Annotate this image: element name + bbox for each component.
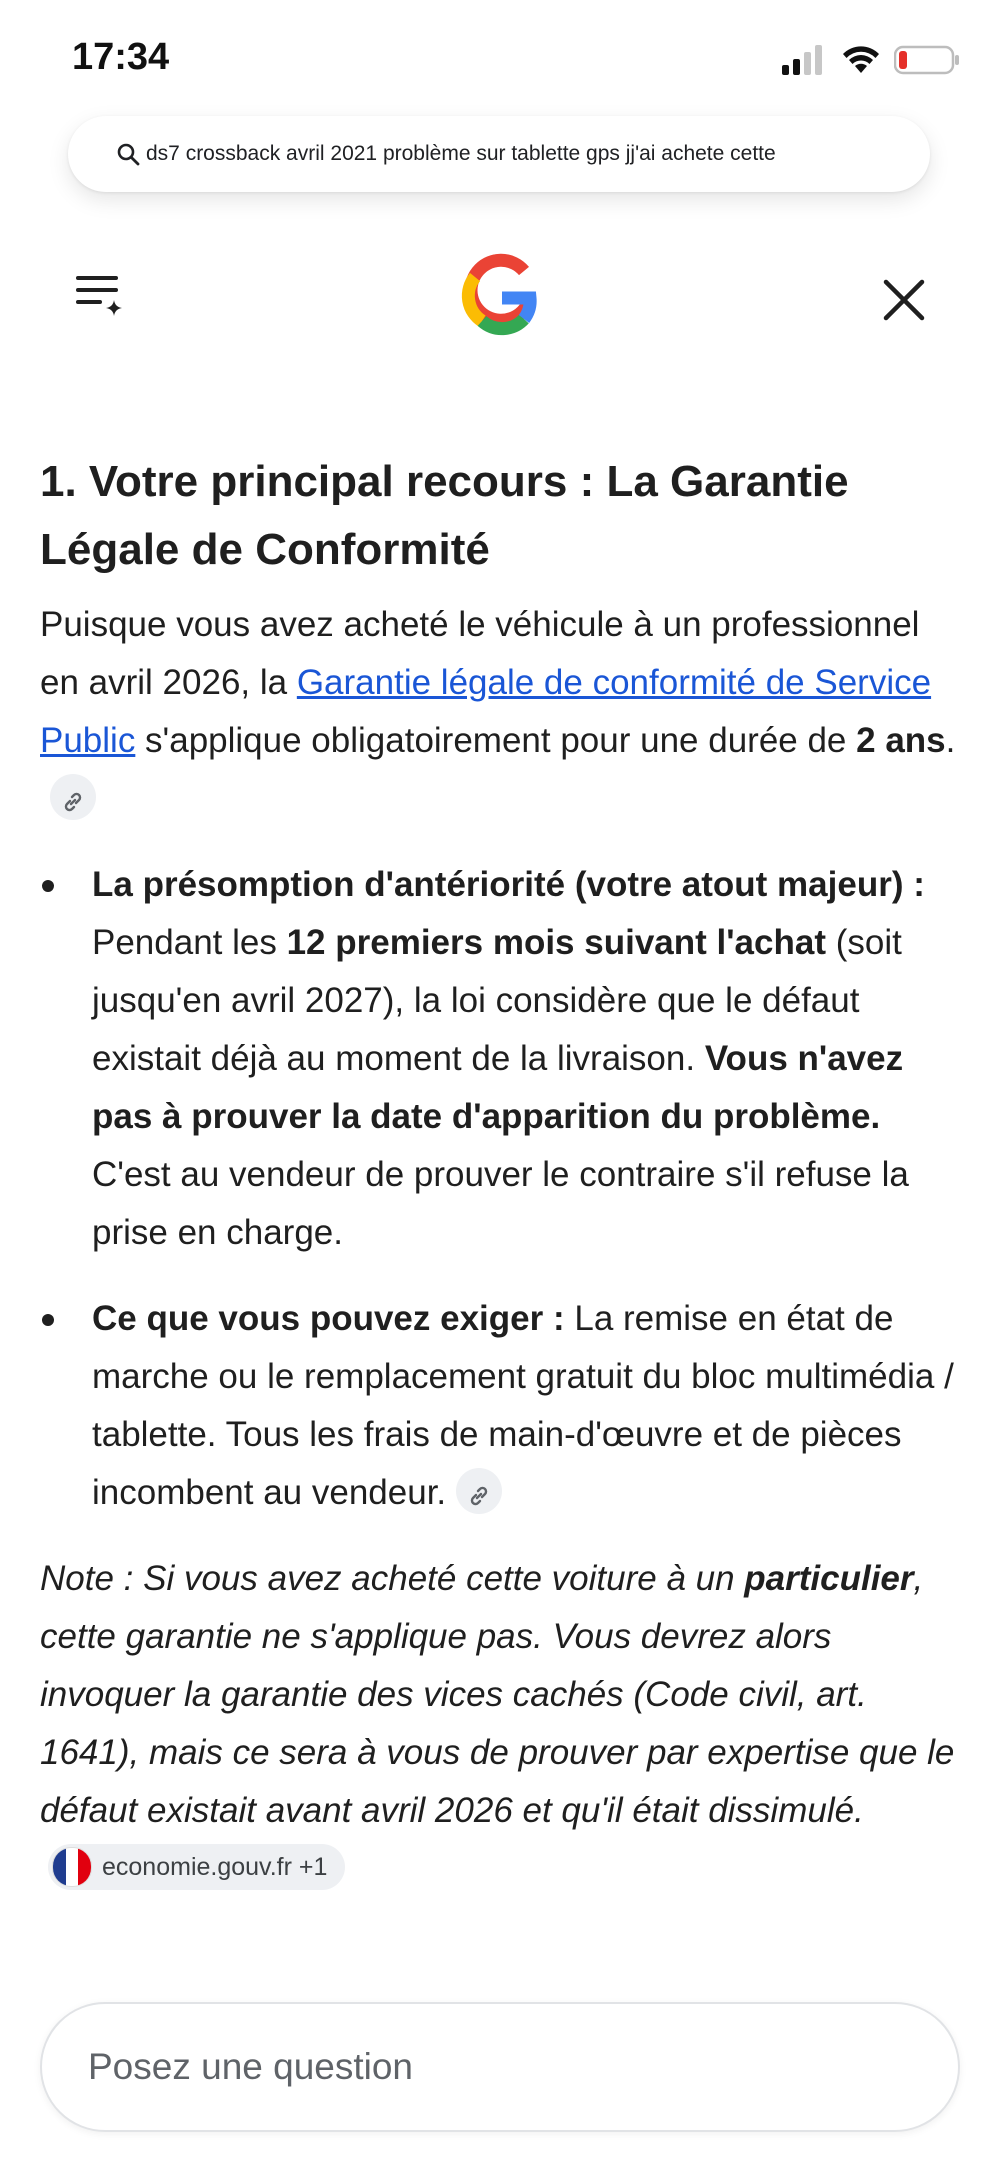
status-bar bbox=[0, 0, 1000, 110]
status-icons bbox=[782, 40, 960, 80]
intro-text-2: s'applique obligatoirement pour une durée de bbox=[135, 721, 857, 760]
ai-menu-button[interactable] bbox=[74, 272, 126, 327]
close-icon bbox=[882, 278, 926, 322]
bullet-2-text-1: La remise en état de marche ou le remplacement gratuit du bloc multimédia / tablette. Tous les frais de main-d'œuvre et de pièces incombent au vendeur. bbox=[92, 1299, 954, 1512]
note-bold: particulier bbox=[744, 1559, 914, 1598]
bullet-1-text-3: C'est au vendeur de prouver le contraire s'il refuse la prise en charge. bbox=[92, 1155, 909, 1252]
ask-question-input[interactable] bbox=[40, 2002, 960, 2132]
source-link-button[interactable] bbox=[456, 1468, 502, 1514]
wifi-icon bbox=[842, 45, 880, 75]
source-link-button[interactable] bbox=[50, 774, 96, 820]
link-icon bbox=[61, 790, 85, 814]
bullet-1-text-1: Pendant les bbox=[92, 923, 287, 962]
search-query-text: ds7 crossback avril 2021 problème sur tablette gps jj'ai achete cette bbox=[146, 142, 776, 165]
bullet-1-text-2: (soit jusqu'en avril 2027), la loi considère que le défaut existait déjà au moment de la livraison. bbox=[92, 923, 902, 1078]
scroll-fade bbox=[0, 1930, 1000, 2000]
ask-placeholder: Posez une question bbox=[88, 2046, 414, 2087]
note-paragraph bbox=[40, 1550, 960, 1898]
french-flag-icon bbox=[52, 1847, 92, 1887]
list-sparkle-icon bbox=[74, 272, 126, 322]
bullet-1-bold-3: Vous n'avez pas à prouver la date d'apparition du problème. bbox=[92, 1039, 904, 1136]
source-chip[interactable] bbox=[48, 1844, 345, 1890]
cellular-signal-icon bbox=[782, 45, 828, 75]
intro-text-1: Puisque vous avez acheté le véhicule à un professionnel en avril 2026, la bbox=[40, 605, 920, 702]
note-text-2: , cette garantie ne s'applique pas. Vous devrez alors invoquer la garantie des vices cachés (Code civil, art. 1641), mais ce sera à vous de prouver par expertise que le défaut existait avant avril 2026 et qu'il était dissimulé. bbox=[40, 1559, 955, 1830]
intro-bold: 2 ans bbox=[856, 721, 946, 760]
google-logo bbox=[460, 253, 540, 344]
link-icon bbox=[467, 1484, 491, 1508]
source-chip-label: economie.gouv.fr +1 bbox=[102, 1852, 328, 1881]
bullet-list bbox=[40, 856, 960, 1522]
ai-answer bbox=[40, 448, 960, 1898]
intro-text-3: . bbox=[945, 721, 956, 760]
bullet-1-bold-2: 12 premiers mois suivant l'achat bbox=[286, 923, 826, 962]
search-query-pill[interactable] bbox=[68, 116, 930, 192]
battery-icon bbox=[894, 45, 960, 75]
intro-paragraph bbox=[40, 596, 960, 828]
service-public-link[interactable]: Garantie légale de conformité de Service Public bbox=[40, 663, 932, 760]
answer-heading: 1. Votre principal recours : La Garantie Légale de Conformité bbox=[40, 457, 849, 574]
search-icon bbox=[116, 142, 140, 166]
bullet-2-bold-1: Ce que vous pouvez exiger : bbox=[92, 1299, 565, 1338]
bullet-item bbox=[92, 1290, 960, 1522]
note-text-1: Note : Si vous avez acheté cette voiture à un bbox=[40, 1559, 745, 1598]
close-button[interactable] bbox=[882, 278, 926, 327]
bullet-1-bold-1: La présomption d'antériorité (votre atout majeur) : bbox=[92, 865, 925, 904]
status-time: 17:34 bbox=[72, 36, 170, 78]
google-g-icon bbox=[460, 253, 540, 339]
bullet-item bbox=[92, 856, 960, 1262]
